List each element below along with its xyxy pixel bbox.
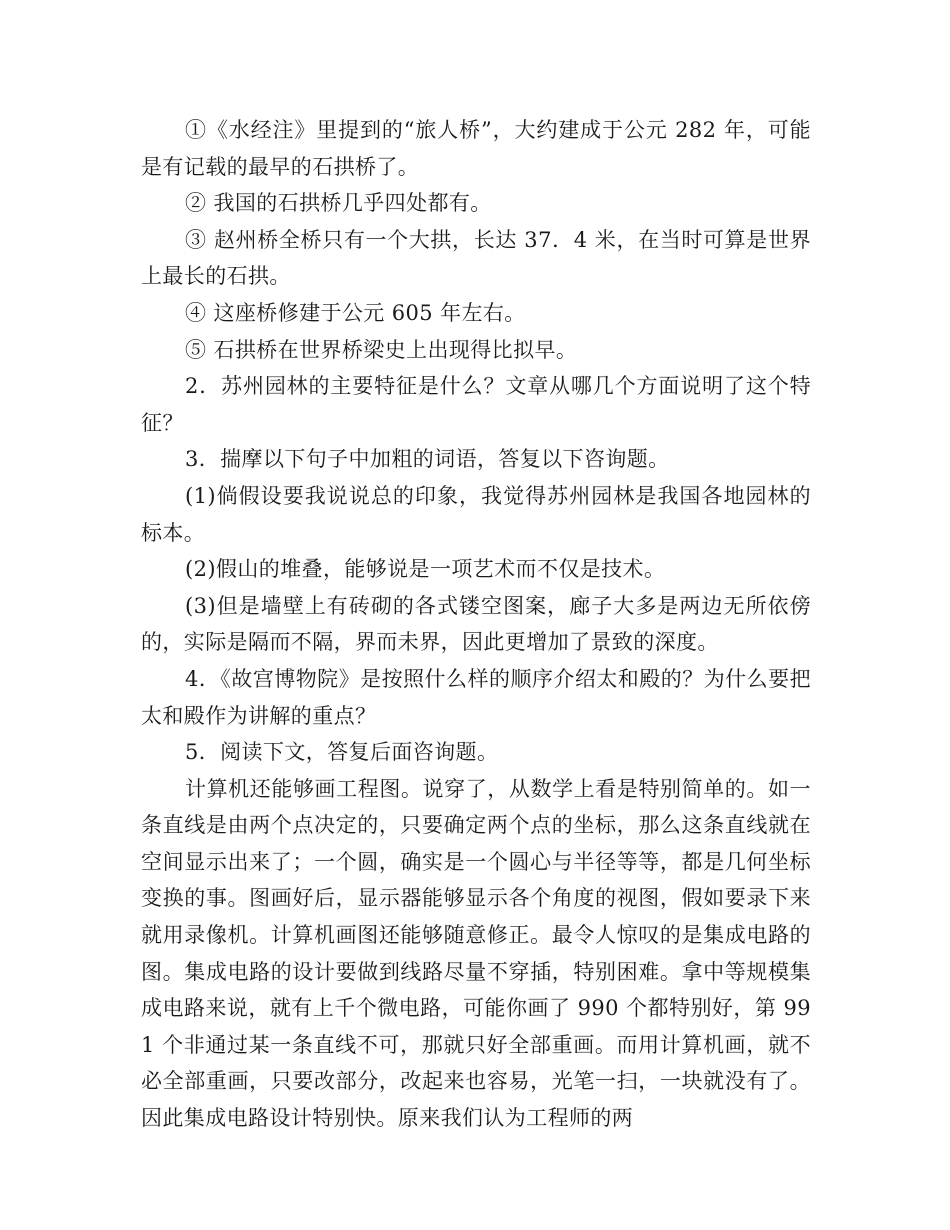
question-4: 4．《故宫博物院》是按照什么样的顺序介绍太和殿的？为什么要把太和殿作为讲解的重点？ — [141, 666, 811, 728]
paragraph-bridge-option-3: ③ 赵州桥全桥只有一个大拱，长达 37．4 米，在当时可算是世界上最长的石拱。 — [141, 227, 811, 289]
question-3-sentence-1: (1)倘假设要我说说总的印象，我觉得苏州园林是我国各地园林的标本。 — [141, 483, 811, 545]
paragraph-bridge-option-2: ② 我国的石拱桥几乎四处都有。 — [185, 191, 492, 216]
paragraph-bridge-option-5: ⑤ 石拱桥在世界桥梁史上出现得比拟早。 — [185, 337, 578, 362]
paragraph-bridge-option-1: ①《水经注》里提到的“旅人桥”，大约建成于公元 282 年，可能是有记载的最早的石拱桥了。 — [141, 118, 811, 179]
reading-passage: 计算机还能够画工程图。说穿了，从数学上看是特别简单的。如一条直线是由两个点决定的，只要确定两个点的坐标，那么这条直线就在空间显示出来了；一个圆，确实是一个圆心与半径等等，都是几何坐标变换的事。图画好后，显示器能够显示各个角度的视图，假如要录下来就用录像机。计算机画图还能够随意修正。最令人惊叹的是集成电路的图。集成电路的设计要做到线路尽量不穿插，特别困难。拿中等规模集成电路来说，就有上千个微电路，可能你画了 990 个都特别好，第 991 个非通过某一条直线不可，那就只好全部重画。而用计算机画，就不必全部重画，只要改部分，改起来也容易，光笔一扫，一块就没有了。因此集成电路设计特别快。原来我们认为工程师的两 — [141, 776, 811, 1131]
document-page — [141, 112, 811, 1137]
question-2: 2．苏州园林的主要特征是什么？文章从哪几个方面说明了这个特征？ — [141, 374, 811, 435]
question-3-sentence-3: (3)但是墙壁上有砖砌的各式镂空图案，廊子大多是两边无所依傍的，实际是隔而不隔，界而未界，因此更增加了景致的深度。 — [141, 593, 811, 655]
question-5: 5．阅读下文，答复后面咨询题。 — [185, 740, 499, 765]
paragraph-bridge-option-4: ④ 这座桥修建于公元 605 年左右。 — [185, 300, 526, 325]
question-3: 3．揣摩以下句子中加粗的词语，答复以下咨询题。 — [185, 447, 670, 472]
question-3-sentence-2: (2)假山的堆叠，能够说是一项艺术而不仅是技术。 — [185, 557, 666, 582]
